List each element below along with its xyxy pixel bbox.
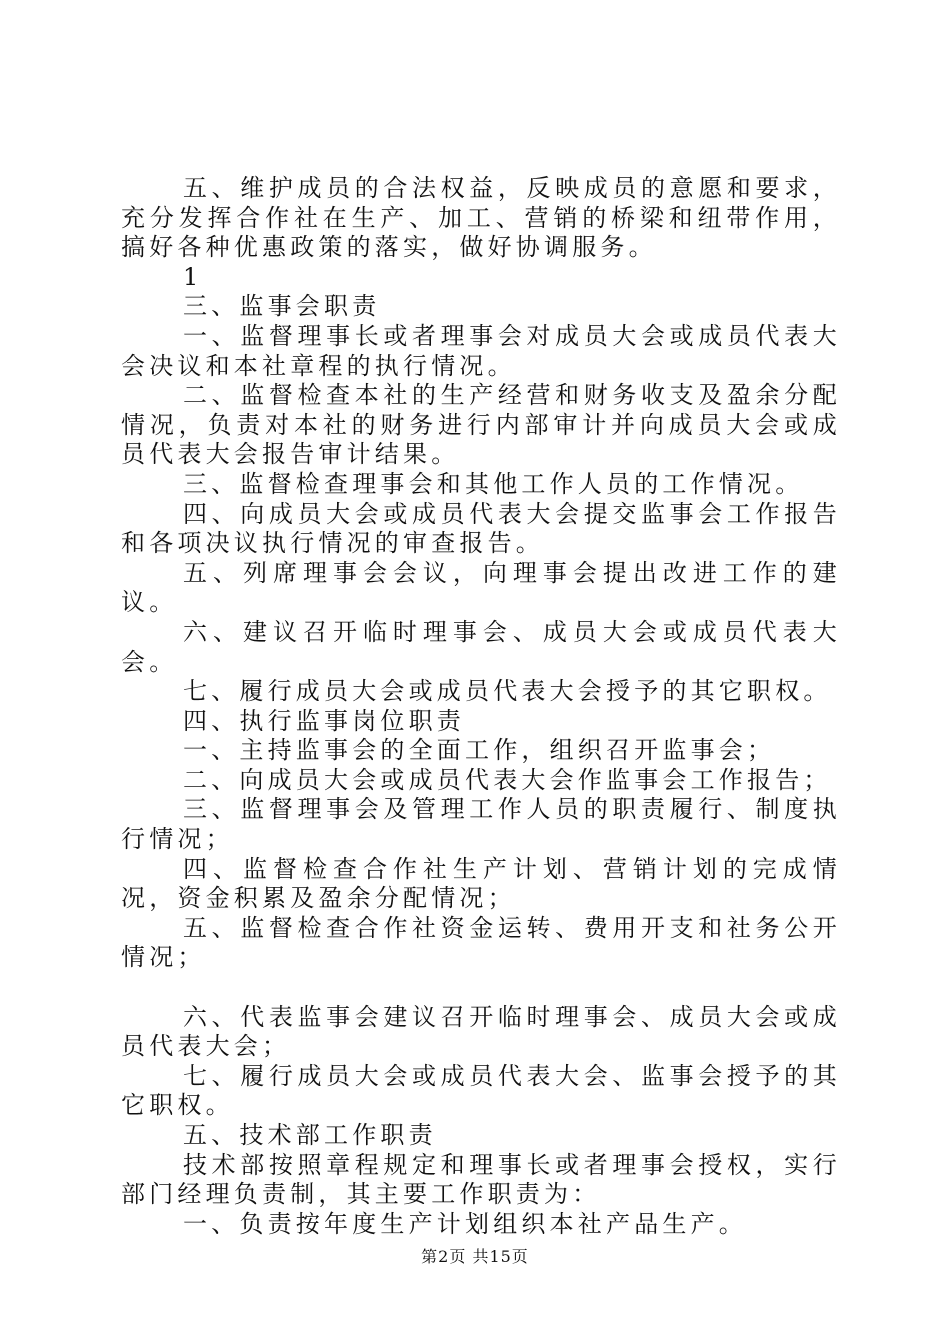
paragraph: 三、监督检查理事会和其他工作人员的工作情况。	[183, 469, 804, 498]
paragraph: 六、建议召开临时理事会、成员大会或成员代表大会。	[121, 617, 841, 676]
section-heading: 三、监事会职责	[183, 292, 381, 321]
paragraph: 一、监督理事长或者理事会对成员大会或成员代表大会决议和本社章程的执行情况。	[121, 321, 841, 380]
body-text	[121, 174, 841, 1239]
blank-line	[121, 973, 841, 1003]
paragraph: 二、监督检查本社的生产经营和财务收支及盈余分配情况，负责对本社的财务进行内部审计并向成员大会或成员代表大会报告审计结果。	[121, 381, 841, 469]
page-footer: 第2页 共15页	[421, 1247, 529, 1266]
paragraph: 四、监督检查合作社生产计划、营销计划的完成情况，资金积累及盈余分配情况；	[121, 854, 841, 913]
paragraph: 五、维护成员的合法权益，反映成员的意愿和要求，充分发挥合作社在生产、加工、营销的桥梁和纽带作用，搞好各种优惠政策的落实，做好协调服务。	[121, 174, 841, 262]
page-number-fragment: 1	[183, 262, 203, 291]
paragraph: 四、向成员大会或成员代表大会提交监事会工作报告和各项决议执行情况的审查报告。	[121, 499, 841, 558]
paragraph: 技术部按照章程规定和理事长或者理事会授权，实行部门经理负责制，其主要工作职责为：	[121, 1150, 841, 1209]
paragraph: 五、列席理事会会议，向理事会提出改进工作的建议。	[121, 558, 841, 617]
paragraph: 一、负责按年度生产计划组织本社产品生产。	[183, 1209, 747, 1238]
section-heading: 五、技术部工作职责	[183, 1121, 437, 1149]
paragraph: 三、监督理事会及管理工作人员的职责履行、制度执行情况；	[121, 795, 841, 854]
paragraph: 六、代表监事会建议召开临时理事会、成员大会或成员代表大会；	[121, 1002, 841, 1061]
paragraph: 七、履行成员大会或成员代表大会、监事会授予的其它职权。	[121, 1061, 841, 1120]
paragraph: 七、履行成员大会或成员代表大会授予的其它职权。	[183, 677, 832, 706]
paragraph: 二、向成员大会或成员代表大会作监事会工作报告；	[183, 765, 832, 794]
paragraph: 五、监督检查合作社资金运转、费用开支和社务公开情况；	[121, 913, 841, 972]
paragraph: 一、主持监事会的全面工作，组织召开监事会；	[183, 736, 776, 765]
section-heading: 四、执行监事岗位职责	[183, 706, 465, 735]
